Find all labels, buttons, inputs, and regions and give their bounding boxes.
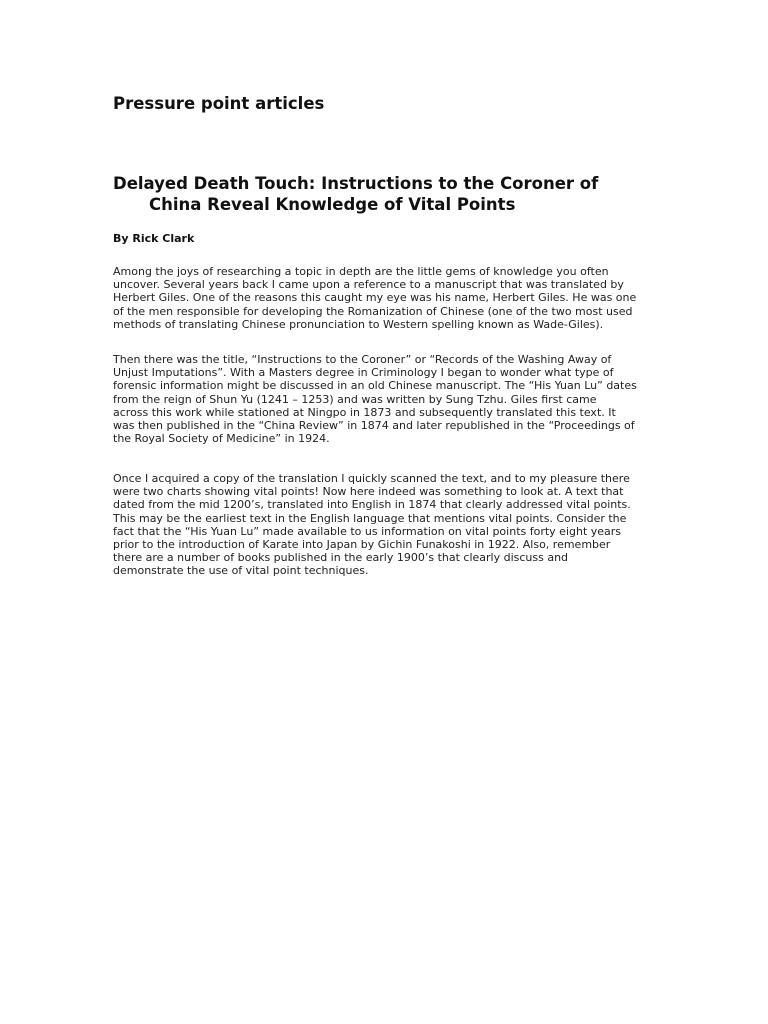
article-title [113,173,658,215]
paragraph-2 [113,353,658,445]
paragraph-line: Then there was the title, “Instructions to the Coroner” or “Records of the Washing Away of [113,353,612,366]
byline: By Rick Clark [113,232,195,245]
article-title-line-2: China Reveal Knowledge of Vital Points [149,195,516,214]
paragraph-line: there are a number of books published in the early 1900’s that clearly discuss and [113,551,569,565]
paragraph-line: the Royal Society of Medicine” in 1924. [113,432,330,446]
paragraph-line: uncover. Several years back I came upon a reference to a manuscript that was translated by [113,278,624,292]
paragraph-3 [113,472,658,578]
paragraph-line: demonstrate the use of vital point techniques. [113,564,369,578]
paragraph-line: prior to the introduction of Karate into Japan by Gichin Funakoshi in 1922. Also, remember [113,538,611,552]
paragraph-line: across this work while stationed at Ningpo in 1873 and subsequently translated this text. It [113,405,616,419]
paragraph-line: This may be the earliest text in the English language that mentions vital points. Consider the [113,511,627,525]
paragraph-line: was then published in the “China Review” in 1874 and later republished in the “Proceedings of [113,419,635,433]
paragraph-line: Herbert Giles. One of the reasons this caught my eye was his name, Herbert Giles. He was one [113,291,637,305]
paragraph-1 [113,265,658,331]
article-title-line-1: Delayed Death Touch: Instructions to the Coroner of [113,174,599,193]
section-heading: Pressure point articles [113,94,325,113]
paragraph-line: dated from the mid 1200’s, translated into English in 1874 that clearly addressed vital points. [113,498,631,512]
paragraph-line: methods of translating Chinese pronunciation to Western spelling known as Wade-Giles). [113,317,604,331]
paragraph-line: Unjust Imputations”. With a Masters degree in Criminology I began to wonder what type of [113,366,614,380]
paragraph-line: Once I acquired a copy of the translation I quickly scanned the text, and to my pleasure there [113,472,630,485]
paragraph-line: of the men responsible for developing the Romanization of Chinese (one of the two most used [113,304,633,318]
paragraph-line: Among the joys of researching a topic in depth are the little gems of knowledge you often [113,265,609,278]
paragraph-line: forensic information might be discussed in an old Chinese manuscript. The “His Yuan Lu” dates [113,379,637,393]
paragraph-line: from the reign of Shun Yu (1241 – 1253) and was written by Sung Tzhu. Giles first came [113,392,597,406]
paragraph-line: were two charts showing vital points! Now here indeed was something to look at. A text that [113,485,624,499]
paragraph-line: fact that the “His Yuan Lu” made available to us information on vital points forty eight years [113,524,622,538]
